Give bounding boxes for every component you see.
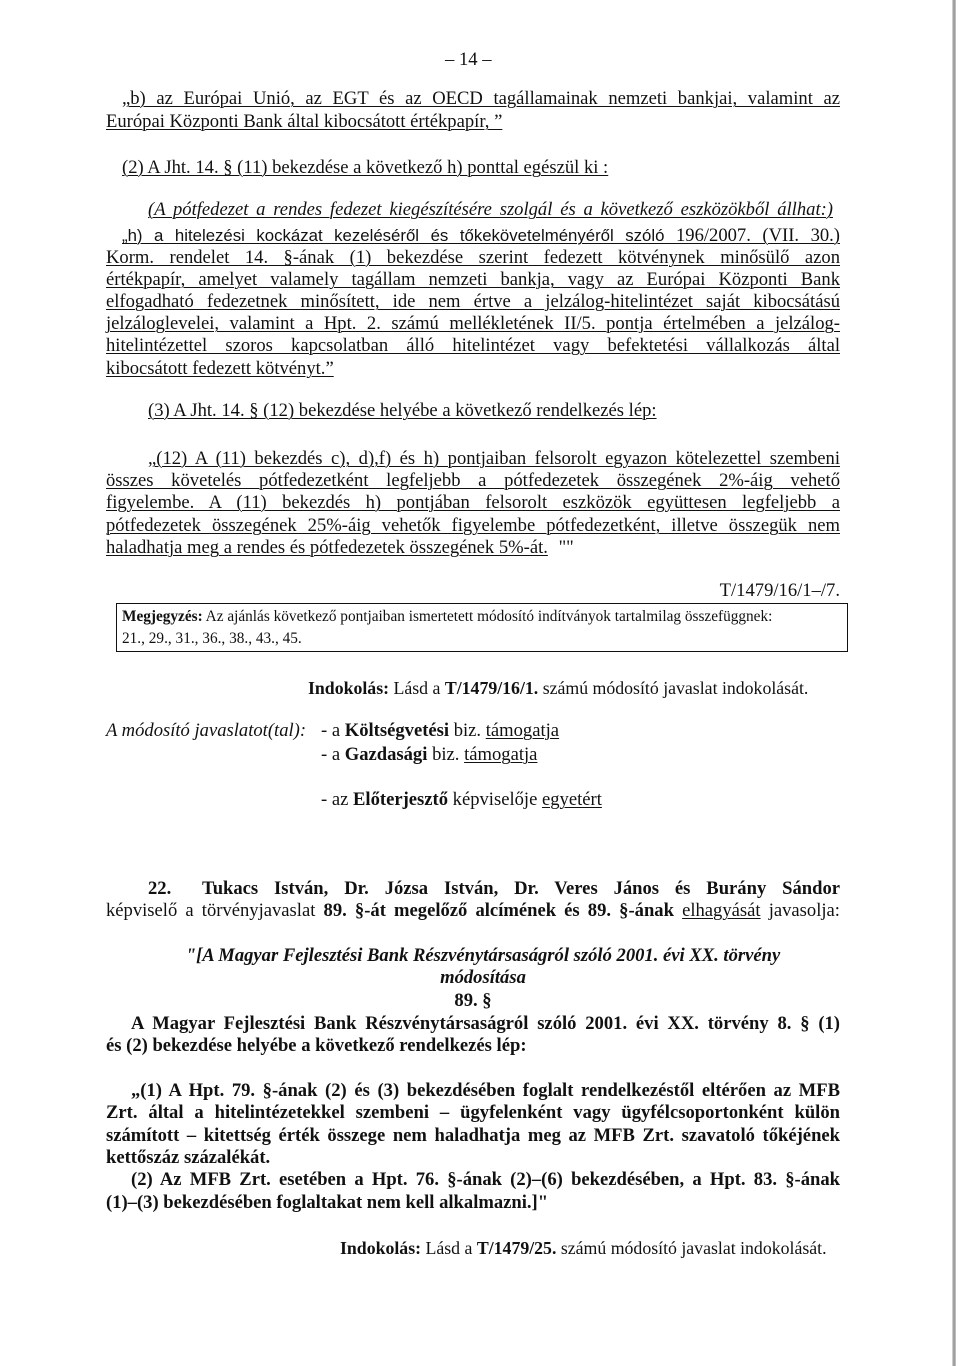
position-suffix: biz. [432, 744, 460, 765]
law-heading: "[A Magyar Fejlesztési Bank Részvénytársaságról szóló 2001. évi XX. törvény [185, 945, 781, 966]
provision-line: (2) Az MFB Zrt. esetében a Hpt. 76. §-ának (2)–(6) bekezdésében, a Hpt. 83. §-ának [131, 1169, 840, 1190]
position-row-submitter [321, 789, 602, 811]
justification-text: Lásd a [393, 678, 441, 698]
position-prefix: - a [321, 744, 341, 765]
justification-text: Lásd a [425, 1238, 473, 1258]
position-stance: egyetért [542, 789, 602, 810]
point-h-start: „h) a hitelezési kockázat kezeléséről és tőkekövetelményéről szóló [122, 226, 665, 245]
section-3-line: haladhatja meg a rendes és pótfedezetek összegének 5%-át. [106, 537, 548, 558]
note-label: Megjegyzés: [122, 608, 203, 625]
amend-line: és (2) bekezdése helyébe a következő rendelkezés lép: [106, 1035, 527, 1056]
item-b-line: Európai Központi Bank által kibocsátott értékpapír, ” [106, 111, 503, 132]
section-3-intro: (3) A Jht. 14. § (12) bekezdése helyébe a következő rendelkezés lép: [148, 400, 657, 421]
scan-edge [952, 0, 956, 1366]
justification-label: Indokolás: [340, 1238, 422, 1258]
section-2-line: kibocsátott fedezett kötvényt.” [106, 358, 334, 379]
note-text [122, 606, 772, 628]
reference-id: T/1479/16/1–/7. [719, 580, 840, 601]
page-number: – 14 – [445, 49, 492, 70]
proposal-target: 89. §-át megelőző alcímének és 89. §-ának [323, 900, 674, 921]
note-box [116, 603, 848, 652]
provision-line: (1)–(3) bekezdésében foglaltakat nem kell alkalmazni.]" [106, 1192, 549, 1213]
note-items: 21., 29., 31., 36., 38., 43., 45. [122, 630, 302, 647]
position-suffix: biz. [453, 720, 482, 741]
section-2-point-h [122, 225, 840, 247]
section-3-line: figyelembe. A (11) bekezdés h) pontjában felsorolt eszközök együttesen legfeljebb a [106, 492, 840, 513]
proposal-text: javasolja: [768, 900, 840, 921]
position-row-budget-committee [321, 720, 559, 742]
section-3-last-line [106, 537, 574, 559]
justification-text: számú módosító javaslat indokolását. [542, 678, 809, 698]
section-3-line: „(12) A (11) bekezdés c), d),f) és h) pontjaiban felsorolt egyazon kötelezettel szembeni [148, 448, 840, 469]
section-number: 89. § [454, 990, 492, 1011]
section-3-line: összes követelés pótfedezetként legfeljebb a pótfedezetek összegének 2%-áig vehető [106, 470, 840, 491]
closing-quotes: "" [558, 537, 574, 558]
section-2-line: Korm. rendelet 14. §-ának (1) bekezdése szerint fedezett kötvénynek minősülő azon [106, 247, 840, 268]
committee-name: Gazdasági [344, 744, 428, 765]
justification-line [340, 1237, 827, 1259]
proposers: Tukacs István, Dr. Józsa István, Dr. Veres János és Burány Sándor [202, 878, 840, 899]
justification-text: számú módosító javaslat indokolását. [560, 1238, 827, 1258]
section-2-line: értékpapír, amelyet valamely tagállam nemzeti bankja, vagy az Európai Központi Bank [106, 269, 840, 290]
position-stance: támogatja [464, 744, 538, 765]
justification-ref: T/1479/25. [476, 1238, 557, 1258]
section-2-line: elfogadható fedezetnek minősített, ide nem értve a jelzálog-hitelintézet saját kibocsátású [106, 291, 840, 312]
item-b-line: „b) az Európai Unió, az EGT és az OECD tagállamainak nemzeti bankjai, valamint az [122, 88, 840, 109]
position-stance: támogatja [485, 720, 560, 741]
section-2-intro: (2) A Jht. 14. § (11) bekezdése a következő h) ponttal egészül ki : [122, 157, 609, 178]
justification-line [308, 677, 808, 699]
position-row-economic-committee [321, 744, 537, 766]
committee-name: Költségvetési [344, 720, 450, 741]
law-heading: módosítása [440, 967, 526, 988]
proposal-line [106, 900, 840, 922]
provision-line: kettőszáz százalékát. [106, 1147, 271, 1168]
section-2-context: (A pótfedezet a rendes fedezet kiegészítésére szolgál és a következő eszközökből állhat:) [148, 199, 833, 220]
position-prefix: - az [321, 789, 349, 810]
position-prefix: - a [321, 720, 341, 741]
section-3-line: pótfedezetek összegének 25%-áig vehetők figyelembe pótfedezetként, illetve összegük nem [106, 515, 840, 536]
provision-line: számított – kitettség érték összege nem haladhatja meg az MFB Zrt. szavatoló tőkéjének [106, 1125, 840, 1146]
provision-line: „(1) A Hpt. 79. §-ának (2) és (3) bekezdésében foglalt rendelkezéstől eltérően az MFB [131, 1080, 840, 1101]
note-body: Az ajánlás következő pontjaiban ismertetett módosító indítványok tartalmilag összefüggnek: [205, 608, 773, 625]
submitter-name: Előterjesztő [353, 789, 448, 810]
point-h-decree-ref: 196/2007. (VII. 30.) [675, 225, 841, 246]
positions-label: A módosító javaslatot(tal): [106, 720, 307, 741]
proposal-action: elhagyását [682, 900, 761, 921]
justification-label: Indokolás: [308, 678, 390, 698]
proposal-text: képviselő a törvényjavaslat [106, 900, 316, 921]
section-2-line: jelzáloglevelei, valamint a Hpt. 2. számú mellékletének II/5. pontja értelmében a jelzálog- [106, 313, 840, 334]
justification-ref: T/1479/16/1. [444, 678, 539, 698]
section-2-line: hitelintézettel szoros kapcsolatban álló hitelintézet vagy befektetési vállalkozás által [106, 335, 840, 356]
position-suffix: képviselője [452, 789, 538, 810]
amend-line: A Magyar Fejlesztési Bank Részvénytársaságról szóló 2001. évi XX. törvény 8. § (1) [131, 1013, 840, 1034]
provision-line: Zrt. által a hitelintézetekkel szembeni – ügyfelenként vagy ügyfélcsoportonként külön [106, 1102, 840, 1123]
item-number: 22. [148, 878, 172, 899]
